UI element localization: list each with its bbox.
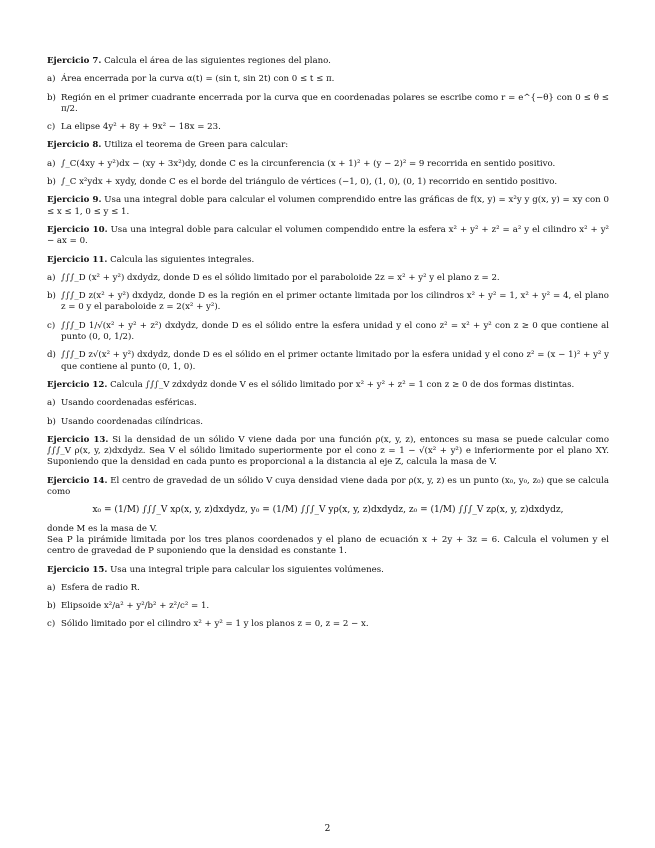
list-item — [47, 417, 609, 428]
list-item — [47, 601, 609, 612]
exercise-title: Ejercicio 9. — [47, 195, 102, 206]
exercise-statement: Usa una integral triple para calcular los siguientes volúmenes. — [110, 564, 384, 575]
exercise-title: Ejercicio 7. — [47, 56, 102, 66]
exercise-12 — [47, 380, 609, 428]
item-text: Región en el primer cuadrante encerrada por la curva que en coordenadas polares se escribe como r = e^{−θ} con 0 ≤ θ ≤ π/2. — [61, 92, 609, 114]
list-item — [47, 583, 609, 594]
item-label: d) — [47, 350, 56, 361]
exercise-10 — [47, 225, 609, 248]
item-text: La elipse 4y² + 8y + 9x² − 18x = 23. — [61, 122, 221, 133]
exercise-statement: Utiliza el teorema de Green para calcular: — [104, 140, 289, 151]
exercise-statement: Calcula el área de las siguientes regiones del plano. — [104, 56, 331, 66]
list-item — [47, 159, 609, 170]
exercise-15 — [47, 565, 609, 631]
item-text: ∫_C x²ydx + xydy, donde C es el borde del triángulo de vértices (−1, 0), (1, 0), (0, 1) recorrido en sentido positivo. — [61, 177, 558, 188]
exercise-title: Ejercicio 15. — [47, 564, 108, 575]
item-text: ∫∫∫_D (x² + y²) dxdydz, donde D es el sólido limitado por el paraboloide 2z = x² + y² y el plano z = 2. — [61, 272, 500, 283]
item-text: Sólido limitado por el cilindro x² + y² = 1 y los planos z = 0, z = 2 − x. — [61, 619, 369, 630]
list-item — [47, 93, 609, 116]
list-item — [47, 273, 609, 284]
exercise-title: Ejercicio 14. — [47, 475, 108, 486]
item-text: Usando coordenadas cilíndricas. — [61, 416, 204, 427]
list-item — [47, 291, 609, 314]
item-label: b) — [47, 92, 56, 103]
item-label: c) — [47, 320, 56, 331]
exercise-title: Ejercicio 10. — [47, 224, 108, 235]
exercise-statement: Usa una integral doble para calcular el volumen comprendido entre las gráficas de f(x, y) = x²y y g(x, y) = xy con 0 ≤ x ≤ 1, 0 ≤ y ≤ 1. — [47, 195, 609, 217]
item-text: ∫_C(4xy + y²)dx − (xy + 3x²)dy, donde C es la circunferencia (x + 1)² + (y − 2)² = 9 recorrida en sentido positivo. — [61, 158, 556, 169]
item-label: a) — [47, 74, 56, 85]
item-label: a) — [47, 158, 56, 169]
exercise-title: Ejercicio 11. — [47, 254, 108, 265]
exercise-statement: Si la densidad de un sólido V viene dada por una función ρ(x, y, z), entonces su masa se puede calcular como ∫∫∫_V ρ(x, y, z)dxdydz. Sea V el sólido limitado superiormente por el cono z = 1 − √(x² + y²) e inferiormente por el plano XY. Suponiendo que la densidad en cada punto es proporcional a la distancia al eje Z, calcula la masa de V. — [47, 434, 610, 468]
exercise-title: Ejercicio 13. — [47, 434, 109, 445]
item-label: a) — [47, 582, 56, 593]
exercise-9 — [47, 195, 609, 218]
exercise-14 — [47, 476, 609, 558]
item-text: Elipsoide x²/a² + y²/b² + z²/c² = 1. — [61, 601, 210, 612]
exercise-11 — [47, 255, 609, 373]
item-label: a) — [47, 398, 56, 409]
exercise-statement: Sea P la pirámide limitada por los tres planos coordenados y el plano de ecuación x + 2y + 3z = 6. Calcula el volumen y el centro de gravedad de P suponiendo que la densidad es constante 1. — [47, 534, 609, 557]
item-text: ∫∫∫_D 1/√(x² + y² + z²) dxdydz, donde D es el sólido entre la esfera unidad y el cono z² = x² + y² con z ≥ 0 que contiene al punto (0, 0, 1/2). — [61, 320, 609, 343]
centroid-formula: x₀ = (1/M) ∫∫∫_V xρ(x, y, z)dxdydz, y₀ = (1/M) ∫∫∫_V yρ(x, y, z)dxdydz, z₀ = (1/M) ∫∫∫_V zρ(x, y, z)dxdydz, — [92, 505, 564, 516]
item-label: b) — [47, 177, 56, 188]
item-label: a) — [47, 272, 56, 283]
list-item — [47, 398, 609, 409]
item-label: b) — [47, 291, 56, 302]
item-label: c) — [47, 619, 56, 630]
item-text: ∫∫∫_D z(x² + y²) dxdydz, donde D es la región en el primer octante limitada por los cilindros x² + y² = 1, x² + y² = 4, el plano z = 0 y el paraboloide z = 2(x² + y²). — [61, 291, 609, 313]
exercise-7 — [47, 56, 609, 133]
item-text: Usando coordenadas esféricas. — [61, 398, 197, 409]
exercise-statement: Calcula ∫∫∫_V zdxdydz donde V es el sólido limitado por x² + y² + z² = 1 con z ≥ 0 de dos formas distintas. — [110, 379, 575, 390]
item-text: ∫∫∫_D z√(x² + y²) dxdydz, donde D es el sólido en el primer octante limitado por la esfera unidad y el cono z² = (x − 1)² + y² y que contiene al punto (0, 1, 0). — [61, 350, 609, 372]
list-item — [47, 350, 609, 373]
list-item — [47, 122, 609, 133]
list-item — [47, 177, 609, 188]
exercise-statement: Usa una integral doble para calcular el volumen compendido entre la esfera x² + y² + z² = a² y el cilindro x² + y² − ax = 0. — [47, 224, 609, 247]
list-item — [47, 619, 609, 630]
exercise-statement: donde M es la masa de V. — [47, 523, 158, 534]
item-label: b) — [47, 416, 56, 427]
exercise-title: Ejercicio 8. — [47, 140, 102, 151]
exercise-statement: Calcula las siguientes integrales. — [110, 254, 255, 265]
exercise-8 — [47, 140, 609, 188]
item-text: Área encerrada por la curva α(t) = (sin t, sin 2t) con 0 ≤ t ≤ π. — [61, 74, 335, 85]
exercise-13 — [47, 435, 609, 469]
document-page — [47, 56, 609, 638]
item-text: Esfera de radio R. — [61, 582, 140, 593]
exercise-statement: El centro de gravedad de un sólido V cuya densidad viene dada por ρ(x, y, z) es un punto (x₀, y₀, z₀) que se calcula como — [47, 475, 609, 498]
list-item — [47, 321, 609, 344]
exercise-title: Ejercicio 12. — [47, 379, 108, 390]
page-number: 2 — [324, 824, 331, 834]
item-label: c) — [47, 122, 56, 133]
item-label: b) — [47, 601, 56, 612]
list-item — [47, 74, 609, 85]
